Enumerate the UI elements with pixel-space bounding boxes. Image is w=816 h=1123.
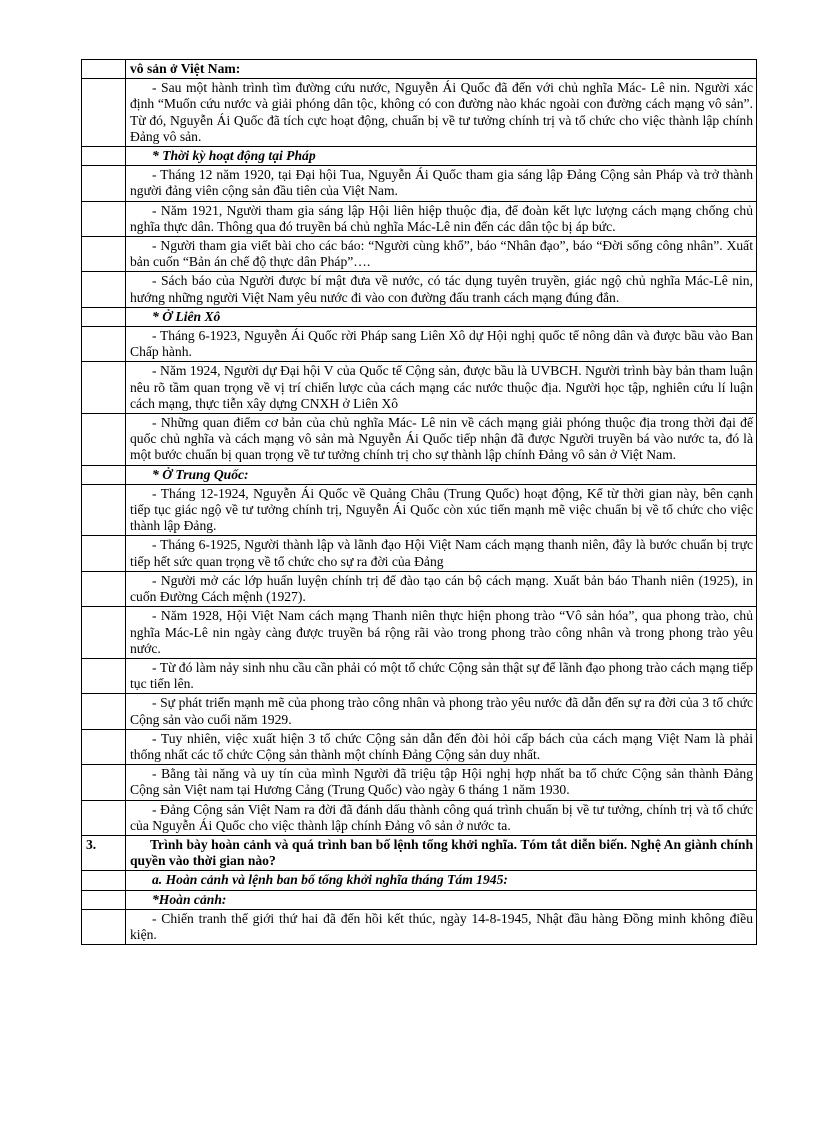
- row-number: [82, 571, 126, 606]
- row-number: [82, 607, 126, 659]
- paragraph-text: - Chiến tranh thế giới thứ hai đã đến hồi kết thúc, ngày 14-8-1945, Nhật đầu hàng Đồng minh không điều kiện.: [126, 909, 757, 944]
- row-number: [82, 890, 126, 909]
- paragraph-text: - Những quan điểm cơ bản của chủ nghĩa Mác- Lê nin về cách mạng giải phóng thuộc địa trong thời đại đế quốc chủ nghĩa và cách mạng vô sản mà Nguyễn Ái Quốc tiếp nhận đã được Người truyền bá vào nước ta, đó là một bước chuẩn bị quan trọng về tư tưởng chính trị cho sự thành lập chính Đảng vô sản ở Việt Nam.: [126, 414, 757, 466]
- paragraph-text: - Tháng 6-1923, Nguyễn Ái Quốc rời Pháp sang Liên Xô dự Hội nghị quốc tế nông dân và được bầu vào Ban Chấp hành.: [126, 327, 757, 362]
- paragraph-text: - Tháng 12 năm 1920, tại Đại hội Tua, Nguyễn Ái Quốc tham gia sáng lập Đảng Cộng sản Pháp và trở thành người đảng viên cộng sản đầu tiên của Việt Nam.: [126, 166, 757, 201]
- outline-table: [81, 59, 757, 945]
- table-row: [82, 909, 757, 944]
- row-number: [82, 909, 126, 944]
- paragraph-text: - Sự phát triển mạnh mẽ của phong trào công nhân và phong trào yêu nước đã dẫn đến sự ra đời của 3 tổ chức Cộng sản vào cuối năm 1929.: [126, 694, 757, 729]
- row-number: [82, 484, 126, 536]
- table-row: [82, 571, 757, 606]
- row-number: [82, 237, 126, 272]
- row-number: [82, 800, 126, 835]
- table-row: [82, 890, 757, 909]
- row-number: [82, 201, 126, 236]
- paragraph-text: - Năm 1924, Người dự Đại hội V của Quốc tế Cộng sản, được bầu là UVBCH. Người trình bày bản tham luận nêu rõ tầm quan trọng về vị trí chiến lược của cách mạng các nước thuộc địa. Người học tập, nghiên cứu lí luận cách mạng, thực tiễn xây dựng CNXH ở Liên Xô: [126, 362, 757, 414]
- table-body: [82, 60, 757, 945]
- section-heading: * Thời kỳ hoạt động tại Pháp: [126, 147, 757, 166]
- table-row: [82, 166, 757, 201]
- table-row: [82, 201, 757, 236]
- table-row: [82, 237, 757, 272]
- table-row: [82, 835, 757, 870]
- section-heading: * Ở Trung Quốc:: [126, 465, 757, 484]
- row-number: [82, 327, 126, 362]
- paragraph-text: - Đảng Cộng sản Việt Nam ra đời đã đánh dấu thành công quá trình chuẩn bị về tư tưởng, chính trị và tổ chức của Nguyễn Ái Quốc cho việc thành lập chính Đảng vô sản ở nước ta.: [126, 800, 757, 835]
- paragraph-text: - Sau một hành trình tìm đường cứu nước, Nguyễn Ái Quốc đã đến với chủ nghĩa Mác- Lê nin. Người xác định “Muốn cứu nước và giải phóng dân tộc, không có con đường nào khác ngoài con đường cách mạng vô sản”. Từ đó, Nguyễn Ái Quốc đã tích cực hoạt động, chuẩn bị về tư tưởng chính trị và tổ chức cho việc thành lập chính Đảng vô sản.: [126, 79, 757, 147]
- row-number: [82, 362, 126, 414]
- paragraph-text: - Tháng 12-1924, Nguyễn Ái Quốc về Quảng Châu (Trung Quốc) hoạt động, Kể từ thời gian này, bên cạnh tiếp tục giác ngộ về tư tưởng chính trị, Nguyễn Ái Quốc còn xúc tiến mạnh mẽ việc chuẩn bị về tổ chức cho việc thành lập Đảng.: [126, 484, 757, 536]
- section-heading: *Hoàn cảnh:: [126, 890, 757, 909]
- table-row: [82, 607, 757, 659]
- row-number: [82, 79, 126, 147]
- table-row: [82, 362, 757, 414]
- row-number: [82, 765, 126, 800]
- paragraph-text: - Sách báo của Người được bí mật đưa về nước, có tác dụng tuyên truyền, giác ngộ chủ nghĩa Mác-Lê nin, hướng những người Việt Nam yêu nước đi vào con đường đấu tranh cách mạng đúng đắn.: [126, 272, 757, 307]
- table-row: [82, 871, 757, 890]
- question-text: Trình bày hoàn cảnh và quá trình ban bố lệnh tổng khởi nghĩa. Tóm tắt diễn biến. Nghệ An giành chính quyền vào thời gian nào?: [126, 835, 757, 870]
- paragraph-text: - Người tham gia viết bài cho các báo: “Người cùng khổ”, báo “Nhân đạo”, báo “Đời sống công nhân”. Xuất bản cuốn “Bản án chế độ thực dân Pháp”….: [126, 237, 757, 272]
- table-row: [82, 465, 757, 484]
- table-row: [82, 327, 757, 362]
- table-row: [82, 765, 757, 800]
- table-row: [82, 79, 757, 147]
- section-heading: * Ở Liên Xô: [126, 307, 757, 326]
- table-row: [82, 800, 757, 835]
- paragraph-text: - Tháng 6-1925, Người thành lập và lãnh đạo Hội Việt Nam cách mạng thanh niên, đây là bước chuẩn bị trực tiếp hết sức quan trọng về tổ chức cho sự ra đời của Đảng: [126, 536, 757, 571]
- table-row: [82, 272, 757, 307]
- section-heading: a. Hoàn cảnh và lệnh ban bố tổng khởi nghĩa tháng Tám 1945:: [126, 871, 757, 890]
- table-row: [82, 60, 757, 79]
- row-number: [82, 60, 126, 79]
- row-number: [82, 536, 126, 571]
- row-number: [82, 729, 126, 764]
- row-number: [82, 166, 126, 201]
- row-number: [82, 465, 126, 484]
- row-number: [82, 694, 126, 729]
- table-row: [82, 658, 757, 693]
- row-number: [82, 414, 126, 466]
- section-heading: vô sản ở Việt Nam:: [126, 60, 757, 79]
- paragraph-text: - Tuy nhiên, việc xuất hiện 3 tổ chức Cộng sản dẫn đến đòi hỏi cấp bách của cách mạng Việt Nam là phải thống nhất các tổ chức Cộng sản thành một chính Đảng Cộng sản duy nhất.: [126, 729, 757, 764]
- table-row: [82, 694, 757, 729]
- paragraph-text: - Bằng tài năng và uy tín của mình Người đã triệu tập Hội nghị hợp nhất ba tổ chức Cộng sản thành Đảng Cộng sản Việt nam tại Hương Cảng (Trung Quốc) vào ngày 6 tháng 1 năm 1930.: [126, 765, 757, 800]
- document-page: [81, 59, 757, 945]
- paragraph-text: - Năm 1921, Người tham gia sáng lập Hội liên hiệp thuộc địa, để đoàn kết lực lượng cách mạng chống chủ nghĩa thực dân. Thông qua đó truyền bá chủ nghĩa Mác-Lê nin đến các dân tộc bị áp bức.: [126, 201, 757, 236]
- row-number: [82, 658, 126, 693]
- row-number: [82, 272, 126, 307]
- table-row: [82, 307, 757, 326]
- table-row: [82, 729, 757, 764]
- row-number: [82, 871, 126, 890]
- table-row: [82, 414, 757, 466]
- paragraph-text: - Năm 1928, Hội Việt Nam cách mạng Thanh niên thực hiện phong trào “Vô sản hóa”, qua phong trào, chủ nghĩa Mác-Lê nin ngày càng được truyền bá rộng rãi vào trong phong trào công nhân và trong phong trào yêu nước.: [126, 607, 757, 659]
- table-row: [82, 484, 757, 536]
- row-number: [82, 307, 126, 326]
- row-number: [82, 147, 126, 166]
- paragraph-text: - Người mở các lớp huấn luyện chính trị để đào tạo cán bộ cách mạng. Xuất bản báo Thanh niên (1925), in cuốn Đường Cách mệnh (1927).: [126, 571, 757, 606]
- table-row: [82, 536, 757, 571]
- table-row: [82, 147, 757, 166]
- paragraph-text: - Từ đó làm nảy sinh nhu cầu cần phải có một tổ chức Cộng sản thật sự để lãnh đạo phong trào cách mạng tiếp tục tiến lên.: [126, 658, 757, 693]
- row-number: 3.: [82, 835, 126, 870]
